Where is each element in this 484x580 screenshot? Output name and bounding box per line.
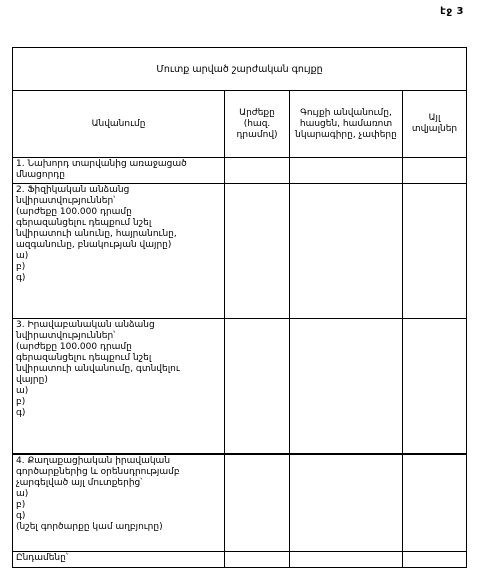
row-line: նվիրատուի անվանումը, գտնվելու	[16, 364, 180, 374]
other-cell	[403, 319, 467, 455]
row-line: գ)	[16, 273, 26, 283]
description-cell	[290, 552, 403, 568]
value-cell	[225, 454, 290, 552]
row-line: բ)	[16, 397, 26, 407]
row-line: գործարքներից և օրենսդրությամբ	[16, 467, 180, 477]
row-line: գ)	[16, 408, 26, 418]
row-line: ա)	[16, 489, 29, 499]
description-cell	[290, 454, 403, 552]
page-number: էջ 3	[440, 6, 464, 17]
description-cell	[290, 158, 403, 184]
description-cell	[290, 319, 403, 455]
row-label	[13, 184, 225, 319]
table-title: Մուտք արված շարժական գույքը	[13, 48, 467, 91]
row-line: նվիրատուի անունը, հայրանունը,	[16, 229, 177, 239]
row-line: (նշել գործարքը կամ աղբյուրը)	[16, 522, 163, 532]
movable-property-table	[12, 47, 467, 568]
row-line: նվիրատվություններ՝	[16, 331, 116, 341]
total-row	[13, 552, 467, 568]
row-line: 3. Իրավաբանական անձանց	[16, 320, 155, 330]
row-line: 2. Ֆիզիկական անձանց	[16, 185, 130, 195]
row-line: (արժեքը 100.000 դրամը	[16, 207, 132, 217]
value-cell	[225, 552, 290, 568]
row-label	[13, 454, 225, 552]
header-property-description: Գույքի անվանումը, հասցեն, համառոտ նկարագիրը, չափերը	[290, 91, 403, 158]
table-row	[13, 184, 467, 319]
other-cell	[403, 158, 467, 184]
row-line: նվիրատվություններ՝	[16, 196, 116, 206]
row-line: գերազանցելու դեպքում նշել	[16, 353, 152, 363]
table-title-row	[13, 48, 467, 91]
row-line: ա)	[16, 251, 29, 261]
header-items: Անվանումը	[13, 91, 225, 158]
description-cell	[290, 184, 403, 319]
value-cell	[225, 158, 290, 184]
other-cell	[403, 552, 467, 568]
table-header-row	[13, 91, 467, 158]
row-line: (արժեքը 100.000 դրամը	[16, 342, 132, 352]
table-row	[13, 158, 467, 184]
other-cell	[403, 454, 467, 552]
other-cell	[403, 184, 467, 319]
row-line: ազգանունը, բնակության վայրը)	[16, 240, 172, 250]
row-line: գ)	[16, 511, 26, 521]
row-line: բ)	[16, 262, 26, 272]
row-line: չարգելված այլ մուտքերից՝	[16, 478, 143, 488]
row-label	[13, 158, 225, 184]
table-row	[13, 319, 467, 455]
value-cell	[225, 184, 290, 319]
row-line: 1. Նախորդ տարվանից առաջացած մնացորդը	[16, 159, 187, 180]
table-row	[13, 454, 467, 552]
value-cell	[225, 319, 290, 455]
header-value: Արժեքը (հազ. դրամով)	[225, 91, 290, 158]
row-line: բ)	[16, 500, 26, 510]
total-label: Ընդամենը՝	[13, 552, 225, 568]
row-line: ա)	[16, 386, 29, 396]
header-other-data: Այլ տվյալներ	[403, 91, 467, 158]
row-line: 4. Քաղաքացիական իրավական	[16, 456, 171, 466]
row-line: գերազանցելու դեպքում նշել	[16, 218, 152, 228]
row-line: վայրը)	[16, 375, 48, 385]
row-label	[13, 319, 225, 455]
